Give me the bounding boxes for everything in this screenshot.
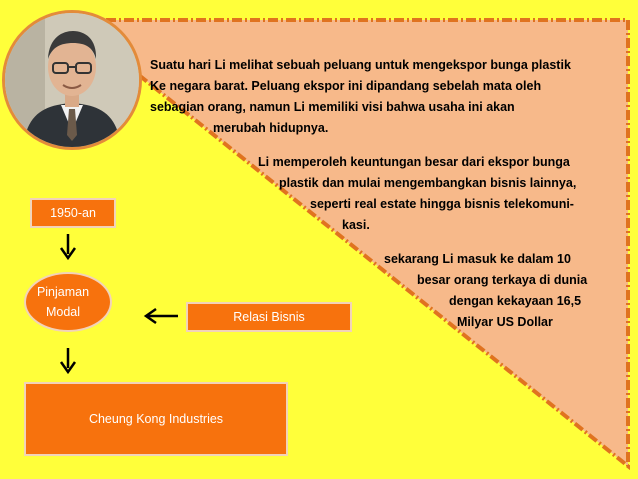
arrow-down-icon [58,232,78,264]
intro-line-3: sebagian orang, namun Li memiliki visi bahwa usaha ini akan [150,100,515,114]
wealth-line-1: sekarang Li masuk ke dalam 10 [384,252,571,266]
intro-line-1: Suatu hari Li melihat sebuah peluang untuk mengekspor bunga plastik [150,58,571,72]
portrait-illustration [5,13,139,147]
era-box [30,198,116,228]
company-box [24,382,288,456]
profit-line-3: seperti real estate hingga bisnis telekomuni- [310,197,574,211]
wealth-line-4: Milyar US Dollar [457,315,553,329]
wealth-line-2: besar orang terkaya di dunia [417,273,588,287]
loan-label-line-2: Modal [45,305,81,319]
company-label: Cheung Kong Industries [88,412,224,426]
relation-box [186,302,352,332]
loan-label-line-1: Pinjaman [36,285,90,299]
relation-label: Relasi Bisnis [233,310,305,324]
portrait-photo [2,10,142,150]
intro-line-2: Ke negara barat. Peluang ekspor ini dipandang sebelah mata oleh [150,79,542,93]
profit-line-4: kasi. [342,218,370,232]
profit-line-2: plastik dan mulai mengembangkan bisnis lainnya, [279,176,577,190]
wealth-line-3: dengan kekayaan 16,5 [449,294,582,308]
profit-line-1: Li memperoleh keuntungan besar dari ekspor bunga [258,155,570,169]
era-label: 1950-an [50,206,96,220]
intro-line-4: merubah hidupnya. [213,121,329,135]
arrow-down-icon [58,346,78,378]
arrow-left-icon [142,306,180,326]
loan-ellipse [24,272,112,332]
